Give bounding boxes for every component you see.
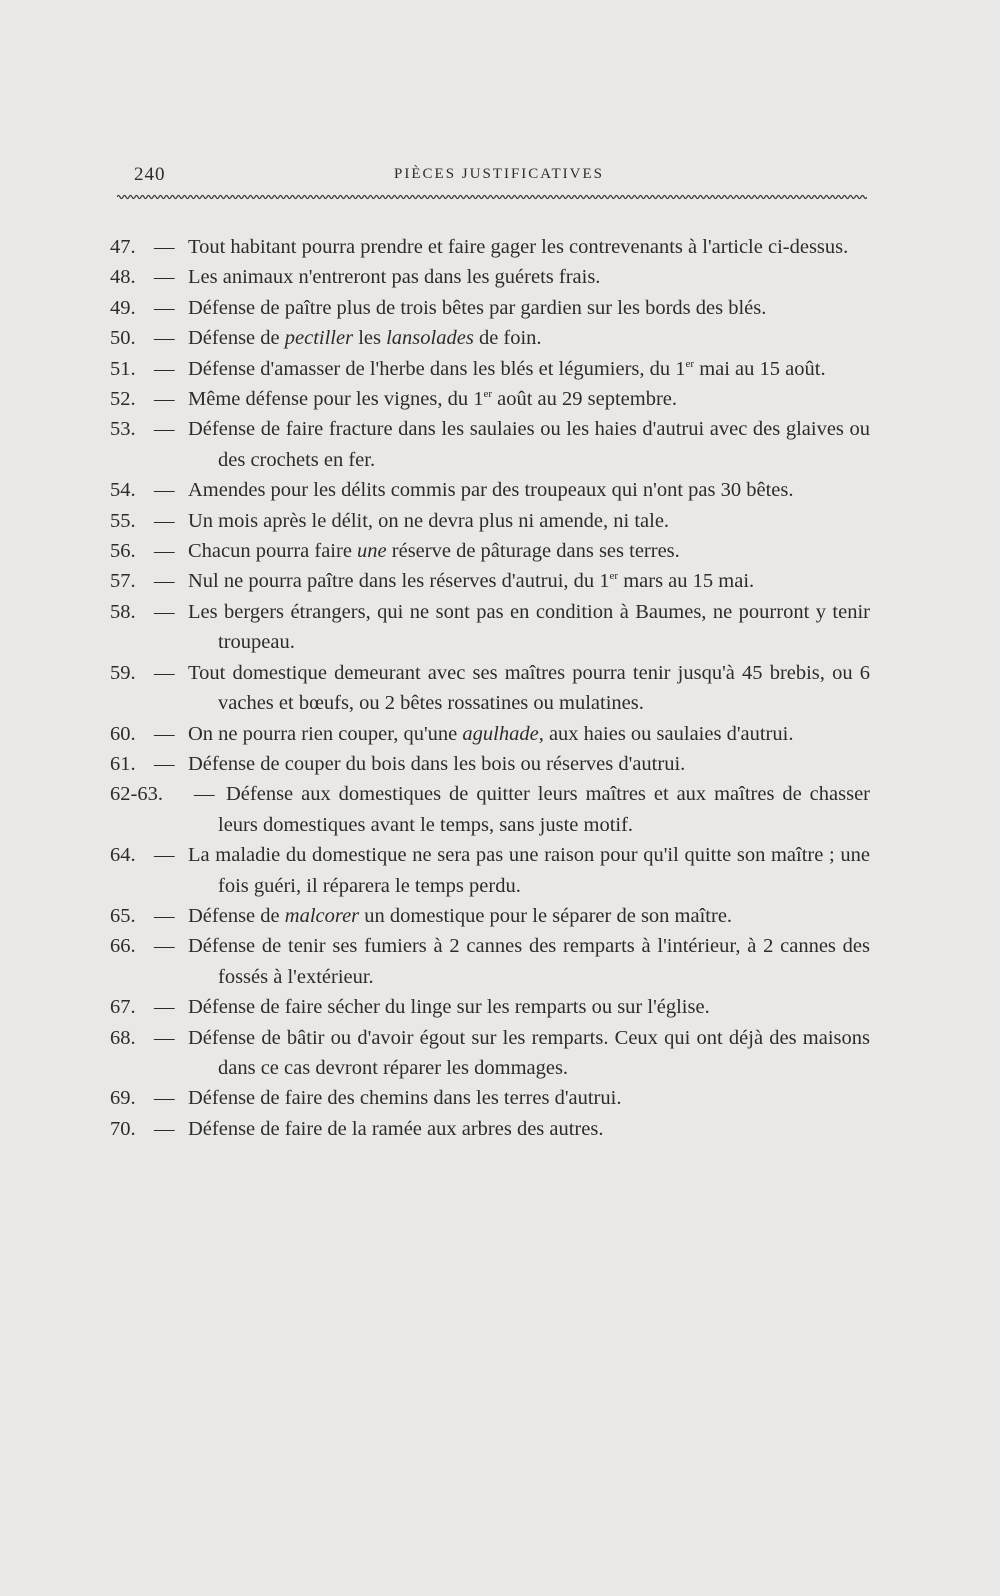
- article-text: [188, 1083, 870, 1113]
- text-run: Défense aux domestiques de quitter leurs maîtres et aux maîtres de chasser leurs domestiques avant le temps, sans juste motif.: [218, 783, 870, 836]
- ordinal-superscript: er: [685, 357, 695, 370]
- article-text: [188, 536, 870, 566]
- text-run: mai au 15 août.: [694, 357, 826, 380]
- article-number: 49.: [110, 296, 136, 319]
- em-dash: —: [154, 418, 175, 441]
- text-run: Défense de paître plus de trois bêtes par gardien sur les bords des blés.: [188, 296, 767, 319]
- em-dash: —: [154, 266, 175, 289]
- em-dash: —: [154, 722, 175, 745]
- text-run: On ne pourra rien couper, qu'une: [188, 722, 463, 745]
- article-entry: [110, 992, 870, 1022]
- article-text: [188, 1114, 870, 1144]
- em-dash: —: [154, 996, 175, 1019]
- text-run: de foin.: [473, 327, 542, 350]
- article-entry: [110, 293, 870, 323]
- article-text: [188, 719, 870, 749]
- article-number: 57.: [110, 570, 136, 593]
- italic-term: pectiller: [284, 327, 354, 350]
- text-run: août au 29 septembre.: [492, 388, 678, 411]
- article-text: [188, 506, 870, 536]
- em-dash: —: [154, 296, 175, 319]
- article-entry: [110, 323, 870, 353]
- article-text: [188, 992, 870, 1022]
- article-text: [188, 597, 870, 658]
- text-run: Défense d'amasser de l'herbe dans les blés et légumiers, du 1: [188, 357, 686, 380]
- article-text: [188, 658, 870, 719]
- text-run: , aux haies ou saulaies d'autrui.: [538, 722, 794, 745]
- article-number: 54.: [110, 479, 136, 502]
- article-entry: [110, 1083, 870, 1113]
- italic-term: agulhade: [462, 722, 539, 745]
- em-dash: —: [154, 661, 175, 684]
- article-text: [188, 840, 870, 901]
- ordinal-superscript: er: [483, 388, 493, 401]
- article-number: 61.: [110, 752, 136, 775]
- article-entry: [110, 384, 870, 414]
- article-text: [188, 232, 870, 262]
- text-run: Chacun pourra faire: [188, 540, 358, 563]
- em-dash: —: [154, 752, 175, 775]
- article-number: 67.: [110, 996, 136, 1019]
- em-dash: —: [194, 783, 215, 806]
- article-entry: [110, 232, 870, 262]
- em-dash: —: [154, 844, 175, 867]
- article-text: [188, 323, 870, 353]
- text-run: La maladie du domestique ne sera pas une raison pour qu'il quitte son maître ; une fois guéri, il réparera le temps perdu.: [188, 844, 870, 897]
- article-text: [218, 779, 870, 840]
- article-text: [188, 1023, 870, 1084]
- article-text: [188, 566, 870, 596]
- article-entry: [110, 901, 870, 931]
- article-number: 64.: [110, 844, 136, 867]
- text-run: un domestique pour le séparer de son maître.: [359, 904, 733, 927]
- article-number: 59.: [110, 661, 136, 684]
- em-dash: —: [154, 904, 175, 927]
- article-number: 69.: [110, 1087, 136, 1110]
- article-text: [188, 354, 870, 384]
- text-run: Défense de faire de la ramée aux arbres des autres.: [188, 1117, 604, 1140]
- italic-term: malcorer: [284, 904, 360, 927]
- article-text: [188, 384, 870, 414]
- text-run: Défense de couper du bois dans les bois ou réserves d'autrui.: [188, 752, 686, 775]
- article-entry: [110, 779, 870, 840]
- article-entry: [110, 658, 870, 719]
- article-text: [188, 931, 870, 992]
- em-dash: —: [154, 236, 175, 258]
- em-dash: —: [154, 327, 175, 350]
- article-entry: [110, 566, 870, 596]
- text-run: Tout habitant pourra prendre et faire gager les contrevenants à l'article ci-dessus.: [188, 236, 849, 258]
- text-run: Défense de tenir ses fumiers à 2 cannes des remparts à l'intérieur, à 2 cannes des fossés à l'extérieur.: [188, 935, 870, 988]
- article-number: 66.: [110, 935, 136, 958]
- em-dash: —: [154, 509, 175, 532]
- em-dash: —: [154, 540, 175, 563]
- article-number: 52.: [110, 388, 136, 411]
- em-dash: —: [154, 479, 175, 502]
- article-entry: [110, 536, 870, 566]
- text-run: Les bergers étrangers, qui ne sont pas en condition à Baumes, ne pourront y tenir troupeau.: [188, 600, 870, 654]
- article-entry: [110, 475, 870, 505]
- article-text: [188, 749, 870, 779]
- text-run: Défense de faire fracture dans les saulaies ou les haies d'autrui avec des glaives ou des crochets en fer.: [188, 418, 870, 471]
- em-dash: —: [154, 1117, 175, 1140]
- text-run: Défense de: [188, 904, 285, 927]
- text-run: Amendes pour les délits commis par des troupeaux qui n'ont pas 30 bêtes.: [188, 479, 794, 502]
- running-head: PIÈCES JUSTIFICATIVES: [394, 166, 604, 182]
- article-entry: [110, 931, 870, 992]
- text-run: Défense de faire des chemins dans les terres d'autrui.: [188, 1087, 622, 1110]
- text-run: Nul ne pourra paître dans les réserves d'autrui, du 1: [188, 570, 610, 593]
- article-entry: [110, 262, 870, 292]
- text-run: les: [353, 327, 387, 350]
- article-entry: [110, 506, 870, 536]
- article-number: 65.: [110, 904, 136, 927]
- text-run: Défense de bâtir ou d'avoir égout sur les remparts. Ceux qui ont déjà des maisons dans ce cas devront réparer les dommages.: [188, 1026, 870, 1079]
- wavy-rule: [117, 193, 867, 201]
- article-text: [188, 475, 870, 505]
- article-number: 53.: [110, 418, 136, 441]
- em-dash: —: [154, 935, 175, 958]
- page-number: 240: [134, 164, 166, 185]
- text-run: Même défense pour les vignes, du 1: [188, 388, 484, 411]
- article-list: [110, 232, 870, 1144]
- text-run: Un mois après le délit, on ne devra plus ni amende, ni tale.: [188, 509, 670, 532]
- article-number: 62-63.: [110, 783, 163, 806]
- article-entry: [110, 1023, 870, 1084]
- article-entry: [110, 354, 870, 384]
- article-number: 48.: [110, 266, 136, 289]
- article-number: 70.: [110, 1117, 136, 1140]
- text-run: Les animaux n'entreront pas dans les guérets frais.: [188, 266, 601, 289]
- article-entry: [110, 719, 870, 749]
- italic-term: lansolades: [386, 327, 474, 350]
- em-dash: —: [154, 570, 175, 593]
- italic-term: une: [357, 540, 387, 563]
- em-dash: —: [154, 388, 175, 411]
- text-run: mars au 15 mai.: [618, 570, 755, 593]
- text-run: Défense de faire sécher du linge sur les remparts ou sur l'église.: [188, 996, 710, 1019]
- em-dash: —: [154, 600, 175, 623]
- article-text: [188, 262, 870, 292]
- em-dash: —: [154, 357, 175, 380]
- article-number: 55.: [110, 509, 136, 532]
- article-number: 58.: [110, 600, 136, 623]
- article-entry: [110, 1114, 870, 1144]
- article-entry: [110, 597, 870, 658]
- article-entry: [110, 414, 870, 475]
- article-number: 47.: [110, 236, 136, 258]
- ordinal-superscript: er: [609, 570, 619, 583]
- text-run: Défense de: [188, 327, 285, 350]
- text-run: Tout domestique demeurant avec ses maîtres pourra tenir jusqu'à 45 brebis, ou 6 vaches et bœufs, ou 2 bêtes rossatines ou mulatines.: [188, 661, 870, 715]
- article-number: 56.: [110, 540, 136, 563]
- article-text: [188, 901, 870, 931]
- article-text: [188, 414, 870, 475]
- article-number: 50.: [110, 327, 136, 350]
- em-dash: —: [154, 1087, 175, 1110]
- article-text: [188, 293, 870, 323]
- article-entry: [110, 840, 870, 901]
- text-run: réserve de pâturage dans ses terres.: [386, 540, 680, 563]
- article-number: 51.: [110, 357, 136, 380]
- page-header: [134, 164, 864, 192]
- em-dash: —: [154, 1026, 175, 1049]
- article-entry: [110, 749, 870, 779]
- article-number: 60.: [110, 722, 136, 745]
- article-number: 68.: [110, 1026, 136, 1049]
